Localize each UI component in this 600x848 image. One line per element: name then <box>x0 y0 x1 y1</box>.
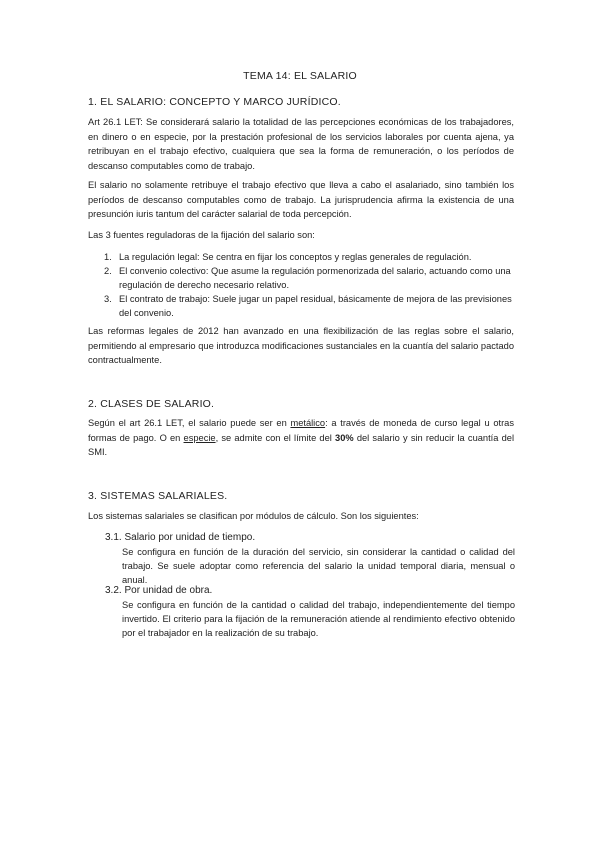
list-item <box>88 292 514 320</box>
salary-system-body: Se configura en función de la duración del servicio, sin considerar la cantidad o calidad del trabajo. Se suele adoptar como referencia del salario la unidad temporal diaria, mensual o anual. <box>122 547 515 585</box>
section-1-paragraph-2: El salario no solamente retribuye el trabajo efectivo que lleva a cabo el asalariado, sino también los períodos de descanso computables como de trabajo. La jurisprudencia afirma la existencia de una presunción iuris tantum del carácter salarial de toda percepción. <box>88 180 514 220</box>
section-1-paragraph-1: Art 26.1 LET: Se considerará salario la totalidad de las percepciones económicas de los trabajadores, en dinero o en especie, por la prestación profesional de los servicios laborales por cuenta ajena, ya retribuyan en el trabajo efectivo, cualquiera que sea la forma de remuneración, o los períodos de descanso computables como de trabajo. <box>88 117 514 171</box>
list-item <box>88 250 514 264</box>
list-item-number: 1. <box>104 252 112 262</box>
bold-percentage: 30% <box>335 432 354 443</box>
underlined-term-especie: especie <box>183 432 216 443</box>
list-item-text: El contrato de trabajo: Suele jugar un papel residual, básicamente de mejora de las previsiones del convenio. <box>119 294 512 318</box>
section-3-intro: Los sistemas salariales se clasifican por módulos de cálculo. Son los siguientes: <box>88 511 419 521</box>
text-run: : a través de moneda de curso legal u otras formas de pago. O en <box>88 418 514 443</box>
list-item-text: La regulación legal: Se centra en fijar los conceptos y reglas generales de regulación. <box>119 252 472 262</box>
section-2-heading: 2. CLASES DE SALARIO. <box>88 398 215 410</box>
list-item <box>88 264 514 292</box>
text-run: Según el art 26.1 LET, el salario puede ser en <box>88 418 291 428</box>
text-run: , se admite con el límite del <box>215 432 336 443</box>
section-1-paragraph-4: Las reformas legales de 2012 han avanzado en una flexibilización de las reglas sobre el salario, permitiendo al empresario que introduzca modificaciones sustanciales en la cuantía del salario pactado contractualmente. <box>88 326 514 366</box>
salary-system-item <box>105 584 515 640</box>
text-run: del salario y sin reducir la cuantía del SMI. <box>88 432 515 458</box>
list-item-number: 2. <box>104 266 112 276</box>
sources-list <box>88 250 514 320</box>
salary-system-item <box>105 531 515 587</box>
section-1-paragraph-3: Las 3 fuentes reguladoras de la fijación del salario son: <box>88 230 315 240</box>
document-title: TEMA 14: EL SALARIO <box>243 70 357 82</box>
list-item-text: El convenio colectivo: Que asume la regulación pormenorizada del salario, actuando como una regulación de derecho necesario relativo. <box>119 266 511 290</box>
salary-system-title: 3.1. Salario por unidad de tiempo. <box>105 532 256 543</box>
section-1-heading: 1. EL SALARIO: CONCEPTO Y MARCO JURÍDICO. <box>88 96 341 108</box>
section-2-paragraph <box>88 416 514 460</box>
list-item-number: 3. <box>104 294 112 304</box>
section-3-heading: 3. SISTEMAS SALARIALES. <box>88 490 228 502</box>
salary-system-body: Se configura en función de la cantidad o calidad del trabajo, independientemente del tiempo invertido. El criterio para la fijación de la remuneración atiende al rendimiento efectivo obtenido por el trabajador en la realización de su trabajo. <box>122 600 515 638</box>
salary-system-title: 3.2. Por unidad de obra. <box>105 585 213 596</box>
underlined-term-metalico: metálico <box>290 418 326 428</box>
